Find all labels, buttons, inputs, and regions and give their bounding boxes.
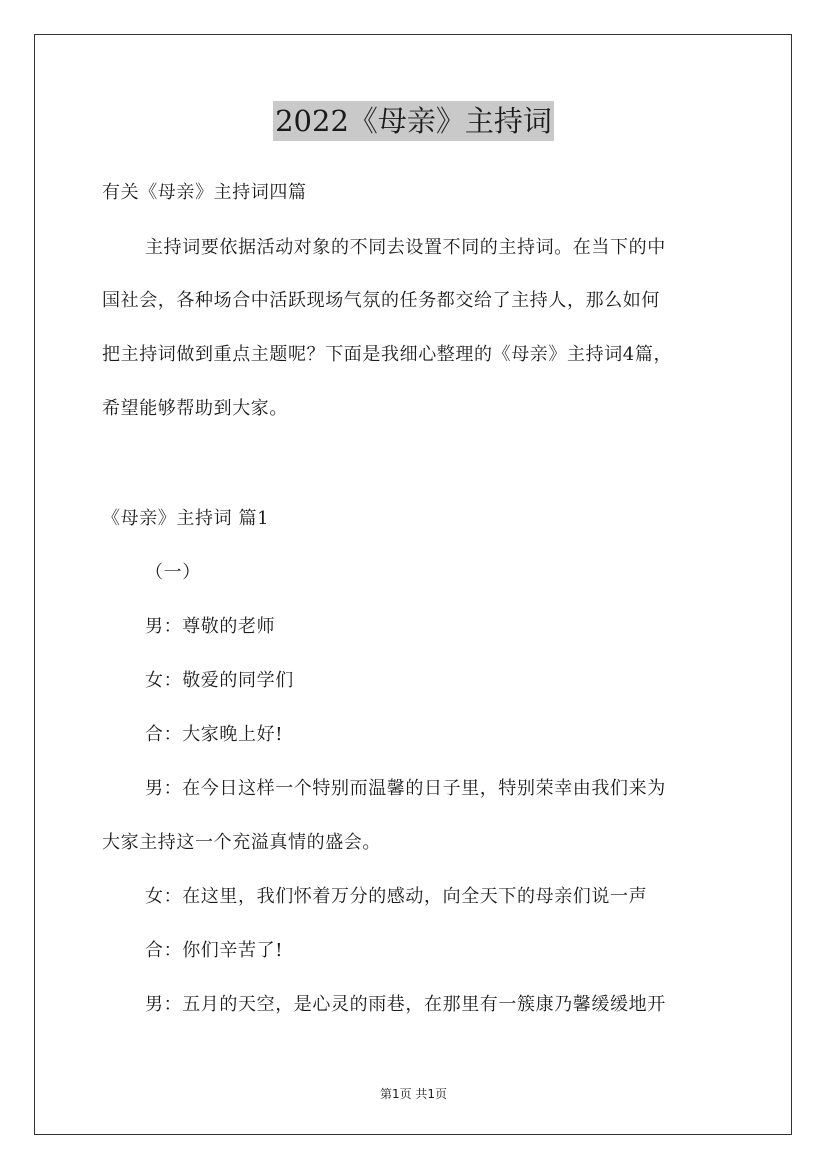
part-label: （一） <box>145 562 201 583</box>
intro-line: 国社会，各种场合中活跃现场气氛的任务都交给了主持人，那么如何 <box>102 290 660 311</box>
dialogue-line: 大家主持这一个充溢真情的盛会。 <box>102 832 381 853</box>
dialogue-line: 合：大家晚上好! <box>145 724 284 745</box>
dialogue-line: 女：敬爱的同学们 <box>145 670 294 691</box>
dialogue-line: 女：在这里，我们怀着万分的感动，向全天下的母亲们说一声 <box>145 886 648 907</box>
dialogue-line: 男：尊敬的老师 <box>145 616 276 637</box>
document-subtitle: 有关《母亲》主持词四篇 <box>102 182 307 203</box>
dialogue-line: 男：在今日这样一个特别而温馨的日子里，特别荣幸由我们来为 <box>145 778 666 799</box>
document-title: 2022《母亲》主持词 <box>273 101 554 141</box>
section-heading: 《母亲》主持词 篇1 <box>102 508 270 529</box>
page-footer: 第1页 共1页 <box>379 1087 448 1101</box>
intro-line: 主持词要依据活动对象的不同去设置不同的主持词。在当下的中 <box>145 237 666 258</box>
intro-line: 希望能够帮助到大家。 <box>102 398 288 419</box>
dialogue-line: 合：你们辛苦了! <box>145 940 284 961</box>
intro-line: 把主持词做到重点主题呢？下面是我细心整理的《母亲》主持词4篇， <box>102 344 673 365</box>
dialogue-line: 男：五月的天空，是心灵的雨巷，在那里有一簇康乃馨缓缓地开 <box>145 994 666 1015</box>
title-wrap <box>0 101 827 141</box>
